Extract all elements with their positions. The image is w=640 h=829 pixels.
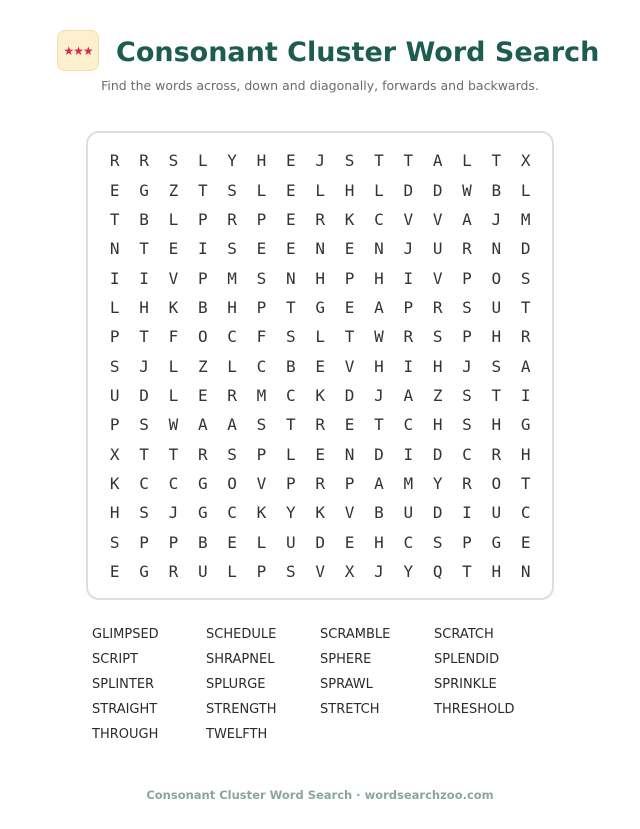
grid-cell[interactable]: T — [344, 327, 355, 347]
grid-cell[interactable]: O — [197, 327, 208, 347]
grid-cell[interactable]: E — [168, 239, 179, 259]
grid-cell[interactable]: A — [374, 474, 384, 494]
grid-cell[interactable]: J — [491, 209, 502, 229]
grid-cell[interactable]: T — [109, 209, 120, 229]
grid-cell[interactable]: S — [432, 327, 443, 347]
grid-cell[interactable]: O — [227, 474, 237, 494]
grid-cell[interactable]: O — [491, 474, 502, 494]
grid-cell[interactable]: S — [462, 297, 472, 317]
grid-cell[interactable]: S — [109, 532, 120, 552]
grid-cell[interactable]: G — [139, 180, 149, 200]
grid-cell[interactable]: N — [315, 239, 326, 259]
grid-cell[interactable]: P — [197, 268, 208, 288]
grid-cell[interactable]: P — [403, 297, 414, 317]
grid-cell[interactable]: Y — [403, 562, 414, 582]
grid-cell[interactable]: R — [139, 151, 149, 171]
grid-cell[interactable]: R — [168, 562, 179, 582]
grid-cell[interactable]: D — [374, 444, 384, 464]
grid-cell[interactable]: X — [344, 562, 355, 582]
grid-cell[interactable]: T — [139, 444, 149, 464]
grid-cell[interactable]: B — [286, 356, 296, 376]
grid-cell[interactable]: T — [403, 151, 414, 171]
word-list-item: GLIMPSED — [92, 627, 159, 642]
grid-cell[interactable]: Y — [432, 474, 443, 494]
grid-cell[interactable]: P — [462, 327, 472, 347]
logo-badge — [57, 30, 99, 71]
grid-cell[interactable]: S — [344, 151, 355, 171]
grid-cell[interactable]: L — [109, 297, 120, 317]
grid-cell[interactable]: S — [462, 415, 472, 435]
grid-cell[interactable]: H — [374, 268, 384, 288]
grid-cell[interactable]: U — [491, 297, 502, 317]
grid-cell[interactable]: M — [256, 386, 267, 406]
grid-cell[interactable]: H — [344, 180, 355, 200]
grid-cell[interactable]: P — [256, 297, 267, 317]
grid-cell[interactable]: P — [462, 532, 472, 552]
grid-cell[interactable]: T — [491, 386, 502, 406]
grid-cell[interactable]: H — [432, 356, 443, 376]
grid-cell[interactable]: P — [256, 209, 267, 229]
grid-cell[interactable]: I — [139, 268, 149, 288]
grid-cell[interactable]: G — [139, 562, 149, 582]
grid-cell[interactable]: S — [432, 532, 443, 552]
grid-cell[interactable]: L — [256, 180, 267, 200]
word-list-item: SPRINKLE — [434, 677, 497, 692]
grid-cell[interactable]: R — [227, 386, 237, 406]
grid-cell[interactable]: F — [168, 327, 179, 347]
grid-cell[interactable]: E — [315, 444, 326, 464]
grid-cell[interactable]: T — [374, 415, 384, 435]
grid-cell[interactable]: P — [286, 474, 296, 494]
grid-cell[interactable]: H — [256, 151, 267, 171]
grid-cell[interactable]: E — [344, 239, 355, 259]
grid-cell[interactable]: R — [403, 327, 414, 347]
stars-icon: ★★★ — [63, 43, 93, 58]
grid-cell[interactable]: J — [139, 356, 149, 376]
instructions: Find the words across, down and diagonally, forwards and backwards. — [101, 78, 539, 93]
grid-cell[interactable]: G — [197, 503, 208, 523]
grid-cell[interactable]: V — [168, 268, 179, 288]
grid-cell[interactable]: U — [197, 562, 208, 582]
grid-cell[interactable]: S — [256, 415, 267, 435]
word-list-item: THRESHOLD — [434, 702, 515, 717]
grid-cell[interactable]: P — [168, 532, 179, 552]
grid-cell[interactable]: R — [520, 327, 531, 347]
grid-cell[interactable]: P — [256, 562, 267, 582]
grid-cell[interactable]: K — [315, 503, 326, 523]
grid-cell[interactable]: V — [432, 209, 443, 229]
grid-cell[interactable]: A — [403, 386, 414, 406]
grid-cell[interactable]: K — [109, 474, 120, 494]
grid-cell[interactable]: R — [227, 209, 237, 229]
grid-cell[interactable]: V — [344, 356, 355, 376]
grid-cell[interactable]: C — [139, 474, 149, 494]
grid-cell[interactable]: U — [491, 503, 502, 523]
grid-cell[interactable]: Z — [197, 356, 208, 376]
grid-cell[interactable]: X — [520, 151, 531, 171]
grid-cell[interactable]: L — [462, 151, 472, 171]
grid-cell[interactable]: E — [520, 532, 531, 552]
grid-cell[interactable]: S — [109, 356, 120, 376]
grid-cell[interactable]: S — [520, 268, 531, 288]
grid-cell[interactable]: D — [432, 503, 443, 523]
grid-cell[interactable]: I — [403, 444, 414, 464]
grid-cell[interactable]: E — [344, 297, 355, 317]
grid-cell[interactable]: R — [315, 209, 326, 229]
grid-cell[interactable]: W — [462, 180, 472, 200]
grid-cell[interactable]: S — [168, 151, 179, 171]
grid-cell[interactable]: A — [227, 415, 237, 435]
grid-cell[interactable]: M — [520, 209, 531, 229]
word-list-item: SCHEDULE — [206, 627, 277, 642]
grid-cell[interactable]: I — [403, 356, 414, 376]
grid-cell[interactable]: D — [432, 180, 443, 200]
grid-cell[interactable]: V — [344, 503, 355, 523]
word-list-item: STRENGTH — [206, 702, 277, 717]
grid-cell[interactable]: H — [432, 415, 443, 435]
grid-cell[interactable]: H — [315, 268, 326, 288]
grid-cell[interactable]: C — [520, 503, 531, 523]
grid-cell[interactable]: K — [315, 386, 326, 406]
grid-cell[interactable]: C — [256, 356, 267, 376]
word-list-item: SPHERE — [320, 652, 372, 667]
grid-cell[interactable]: D — [432, 444, 443, 464]
grid-cell[interactable]: J — [462, 356, 472, 376]
grid-cell[interactable]: A — [432, 151, 443, 171]
grid-cell[interactable]: J — [374, 386, 384, 406]
word-list-item: SCRIPT — [92, 652, 138, 667]
grid-cell[interactable]: J — [403, 239, 414, 259]
grid-cell[interactable]: U — [403, 503, 414, 523]
word-list-item: SCRAMBLE — [320, 627, 391, 642]
grid-cell[interactable]: D — [315, 532, 326, 552]
grid-cell[interactable]: N — [520, 562, 531, 582]
page-title: Consonant Cluster Word Search — [116, 37, 600, 68]
grid-cell[interactable]: S — [286, 327, 296, 347]
grid-cell[interactable]: L — [256, 532, 267, 552]
grid-cell[interactable]: H — [520, 444, 531, 464]
grid-cell[interactable]: V — [315, 562, 326, 582]
grid-cell[interactable]: H — [491, 562, 502, 582]
grid-cell[interactable]: E — [286, 209, 296, 229]
grid-cell[interactable]: B — [374, 503, 384, 523]
grid-cell[interactable]: N — [286, 268, 296, 288]
word-list-item: SCRATCH — [434, 627, 494, 642]
grid-cell[interactable]: H — [374, 532, 384, 552]
grid-cell[interactable]: C — [286, 386, 296, 406]
grid-cell[interactable]: U — [286, 532, 296, 552]
grid-cell[interactable]: S — [256, 268, 267, 288]
grid-cell[interactable]: D — [403, 180, 414, 200]
grid-cell[interactable]: T — [491, 151, 502, 171]
grid-cell[interactable]: J — [374, 562, 384, 582]
grid-cell[interactable]: C — [374, 209, 384, 229]
grid-cell[interactable]: E — [286, 151, 296, 171]
grid-cell[interactable]: G — [520, 415, 531, 435]
grid-cell[interactable]: S — [139, 415, 149, 435]
grid-cell[interactable]: R — [462, 239, 472, 259]
grid-cell[interactable]: C — [168, 474, 179, 494]
grid-cell[interactable]: L — [227, 356, 237, 376]
grid-cell[interactable]: Y — [286, 503, 296, 523]
grid-cell[interactable]: Z — [432, 386, 443, 406]
grid-cell[interactable]: C — [227, 327, 237, 347]
grid-cell[interactable]: I — [462, 503, 472, 523]
grid-cell[interactable]: R — [197, 444, 208, 464]
grid-cell[interactable]: V — [403, 209, 414, 229]
grid-cell[interactable]: C — [227, 503, 237, 523]
grid-cell[interactable]: S — [227, 444, 237, 464]
grid-cell[interactable]: G — [197, 474, 208, 494]
word-list-item: SPLINTER — [92, 677, 155, 692]
grid-cell[interactable]: S — [139, 503, 149, 523]
grid-cell[interactable]: E — [286, 180, 296, 200]
grid-cell[interactable]: J — [168, 503, 179, 523]
grid-cell[interactable]: W — [168, 415, 179, 435]
grid-cell[interactable]: H — [491, 327, 502, 347]
grid-cell[interactable]: E — [109, 562, 120, 582]
word-list-item: THROUGH — [92, 727, 159, 742]
grid-cell[interactable]: F — [256, 327, 267, 347]
grid-cell[interactable]: K — [344, 209, 355, 229]
grid-cell[interactable]: R — [432, 297, 443, 317]
grid-cell[interactable]: R — [315, 474, 326, 494]
grid-cell[interactable]: X — [109, 444, 120, 464]
grid-cell[interactable]: H — [139, 297, 149, 317]
grid-cell[interactable]: E — [344, 532, 355, 552]
word-list-item: SPRAWL — [320, 677, 373, 692]
grid-cell[interactable]: L — [168, 386, 179, 406]
grid-cell[interactable]: N — [109, 239, 120, 259]
grid-cell[interactable]: I — [403, 268, 414, 288]
grid-cell[interactable]: T — [197, 180, 208, 200]
grid-cell[interactable]: D — [139, 386, 149, 406]
word-list-item: SHRAPNEL — [206, 652, 275, 667]
grid-cell[interactable]: L — [315, 180, 326, 200]
grid-cell[interactable]: T — [168, 444, 179, 464]
grid-cell[interactable]: G — [315, 297, 326, 317]
grid-cell[interactable]: T — [286, 415, 296, 435]
grid-cell[interactable]: L — [227, 562, 237, 582]
grid-cell[interactable]: Y — [227, 151, 237, 171]
grid-cell[interactable]: L — [315, 327, 326, 347]
grid-cell[interactable]: O — [491, 268, 502, 288]
grid-cell[interactable]: G — [491, 532, 502, 552]
footer: Consonant Cluster Word Search · wordsearchzoo.com — [146, 788, 494, 802]
grid-cell[interactable]: U — [109, 386, 120, 406]
grid-cell[interactable]: E — [344, 415, 355, 435]
grid-cell[interactable]: A — [197, 415, 208, 435]
grid-cell[interactable]: C — [403, 532, 414, 552]
grid-cell[interactable]: T — [374, 151, 384, 171]
word-list-item: STRAIGHT — [92, 702, 158, 717]
grid-cell[interactable]: E — [197, 386, 208, 406]
grid-cell[interactable]: T — [286, 297, 296, 317]
grid-cell[interactable]: H — [491, 415, 502, 435]
word-list-item: SPLURGE — [206, 677, 266, 692]
grid-cell[interactable]: S — [491, 356, 502, 376]
grid-cell[interactable]: I — [197, 239, 208, 259]
grid-cell[interactable]: V — [256, 474, 267, 494]
grid-cell[interactable]: P — [109, 327, 120, 347]
grid-cell[interactable]: Q — [432, 562, 443, 582]
grid-cell[interactable]: L — [374, 180, 384, 200]
grid-cell[interactable]: P — [139, 532, 149, 552]
grid-cell[interactable]: A — [462, 209, 472, 229]
grid-cell[interactable]: E — [286, 239, 296, 259]
grid-cell[interactable]: N — [344, 444, 355, 464]
grid-cell[interactable]: N — [491, 239, 502, 259]
grid-cell[interactable]: K — [256, 503, 267, 523]
grid-cell[interactable]: T — [139, 239, 149, 259]
grid-cell[interactable]: J — [315, 151, 326, 171]
grid-cell[interactable]: E — [315, 356, 326, 376]
grid-cell[interactable]: S — [227, 239, 237, 259]
grid-cell[interactable]: L — [520, 180, 531, 200]
grid-cell[interactable]: L — [168, 209, 179, 229]
grid-cell[interactable]: S — [227, 180, 237, 200]
grid-cell[interactable]: R — [315, 415, 326, 435]
grid-cell[interactable]: K — [168, 297, 179, 317]
grid-cell[interactable]: P — [197, 209, 208, 229]
grid-cell[interactable]: V — [432, 268, 443, 288]
grid-cell[interactable]: B — [197, 532, 208, 552]
grid-cell[interactable]: D — [520, 239, 531, 259]
grid-cell[interactable]: T — [139, 327, 149, 347]
grid-cell[interactable]: P — [462, 268, 472, 288]
grid-cell[interactable]: A — [520, 356, 531, 376]
grid-cell[interactable]: M — [227, 268, 237, 288]
grid-cell[interactable]: H — [109, 503, 120, 523]
grid-cell[interactable]: U — [432, 239, 443, 259]
grid-cell[interactable]: A — [374, 297, 384, 317]
grid-cell[interactable]: P — [344, 474, 355, 494]
grid-cell[interactable]: I — [520, 386, 531, 406]
grid-cell[interactable]: S — [286, 562, 296, 582]
grid-cell[interactable]: L — [286, 444, 296, 464]
grid-cell[interactable]: E — [227, 532, 237, 552]
word-list-item: SPLENDID — [434, 652, 500, 667]
grid-cell[interactable]: D — [344, 386, 355, 406]
grid-cell[interactable]: H — [227, 297, 237, 317]
letter-grid — [100, 146, 540, 586]
grid-cell[interactable]: M — [403, 474, 414, 494]
word-list-item: STRETCH — [320, 702, 380, 717]
grid-cell[interactable]: R — [109, 151, 120, 171]
grid-cell[interactable]: T — [462, 562, 472, 582]
grid-cell[interactable]: P — [256, 444, 267, 464]
grid-cell[interactable]: B — [197, 297, 208, 317]
grid-cell[interactable]: W — [374, 327, 384, 347]
grid-cell[interactable]: E — [256, 239, 267, 259]
word-list-item: TWELFTH — [206, 727, 268, 742]
grid-cell[interactable]: R — [491, 444, 502, 464]
grid-cell[interactable]: E — [109, 180, 120, 200]
grid-cell[interactable]: T — [520, 297, 531, 317]
grid-cell[interactable]: Z — [168, 180, 179, 200]
grid-cell[interactable]: R — [462, 474, 472, 494]
grid-cell[interactable]: C — [403, 415, 414, 435]
grid-cell[interactable]: C — [462, 444, 472, 464]
grid-cell[interactable]: B — [139, 209, 149, 229]
word-list — [92, 622, 548, 747]
grid-cell[interactable]: N — [374, 239, 384, 259]
grid-cell[interactable]: L — [168, 356, 179, 376]
grid-cell[interactable]: L — [197, 151, 208, 171]
grid-cell[interactable]: P — [344, 268, 355, 288]
grid-cell[interactable]: S — [462, 386, 472, 406]
grid-cell[interactable]: H — [374, 356, 384, 376]
grid-cell[interactable]: T — [520, 474, 531, 494]
grid-cell[interactable]: I — [109, 268, 120, 288]
grid-cell[interactable]: B — [491, 180, 502, 200]
grid-cell[interactable]: P — [109, 415, 120, 435]
